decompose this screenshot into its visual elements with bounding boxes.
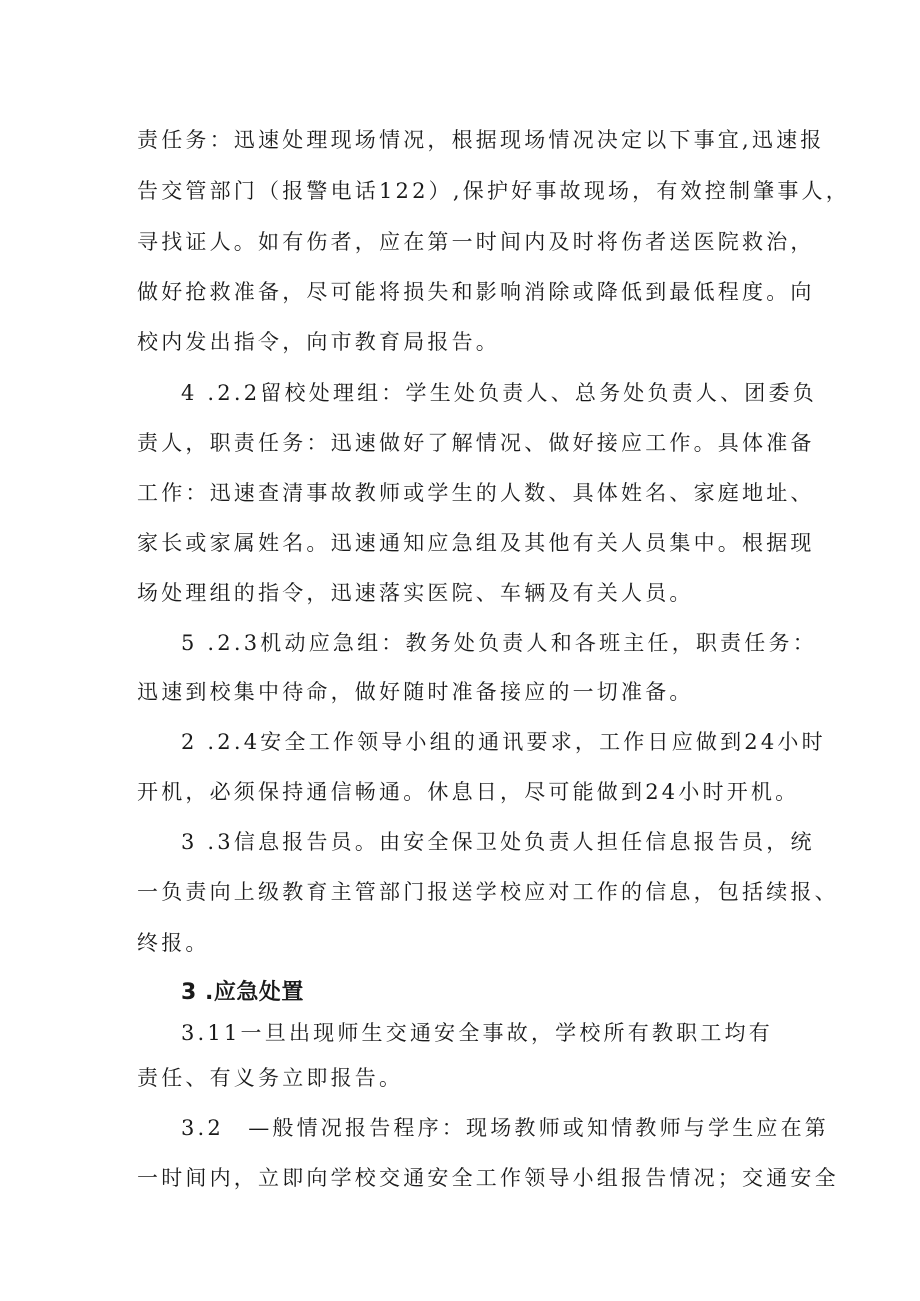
body-line: 3 .3信息报告员。由安全保卫处负责人担任信息报告员，统 [181,830,815,854]
body-line: 寻找证人。如有伤者，应在第一时间内及时将伤者送医院救治， [137,230,815,254]
body-line: 迅速到校集中待命，做好随时准备接应的一切准备。 [137,680,694,704]
body-line: 3.11一旦出现师生交通安全事故，学校所有教职工均有 [181,1021,773,1045]
body-line: 校内发出指令，向市教育局报告。 [137,330,500,354]
body-line: 责人，职责任务：迅速做好了解情况、做好接应工作。具体准备 [137,431,815,455]
body-line: 一时间内，立即向学校交通安全工作领导小组报告情况；交通安全 [137,1166,839,1190]
body-line: 一负责向上级教育主管部门报送学校应对工作的信息，包括续报、 [137,880,839,904]
body-line: 4 .2.2留校处理组：学生处负责人、总务处负责人、团委负 [181,381,817,405]
body-line: 终报。 [137,931,210,955]
body-line: 3.2 —般情况报告程序：现场教师或知情教师与学生应在第 [181,1116,829,1140]
body-line: 家长或家属姓名。迅速通知应急组及其他有关人员集中。根据现 [137,531,815,555]
body-line: 告交管部门（报警电话122）,保护好事故现场，有效控制肇事人， [137,179,850,203]
body-line: 工作：迅速查清事故教师或学生的人数、具体姓名、家庭地址、 [137,481,815,505]
body-line: 做好抢救准备，尽可能将损失和影响消除或降低到最低程度。向 [137,280,815,304]
body-line: 责任务：迅速处理现场情况，根据现场情况决定以下事宜,迅速报 [137,128,825,152]
body-line: 责任、有义务立即报告。 [137,1066,404,1090]
body-line: 2 .2.4安全工作领导小组的通讯要求，工作日应做到24小时 [181,730,826,754]
body-line: 开机，必须保持通信畅通。休息日，尽可能做到24小时开机。 [137,780,800,804]
body-line: 5 .2.3机动应急组：教务处负责人和各班主任，职责任务： [181,631,817,655]
section-heading: 3 .应急处置 [181,980,304,1005]
body-line: 场处理组的指令，迅速落实医院、车辆及有关人员。 [137,581,694,605]
